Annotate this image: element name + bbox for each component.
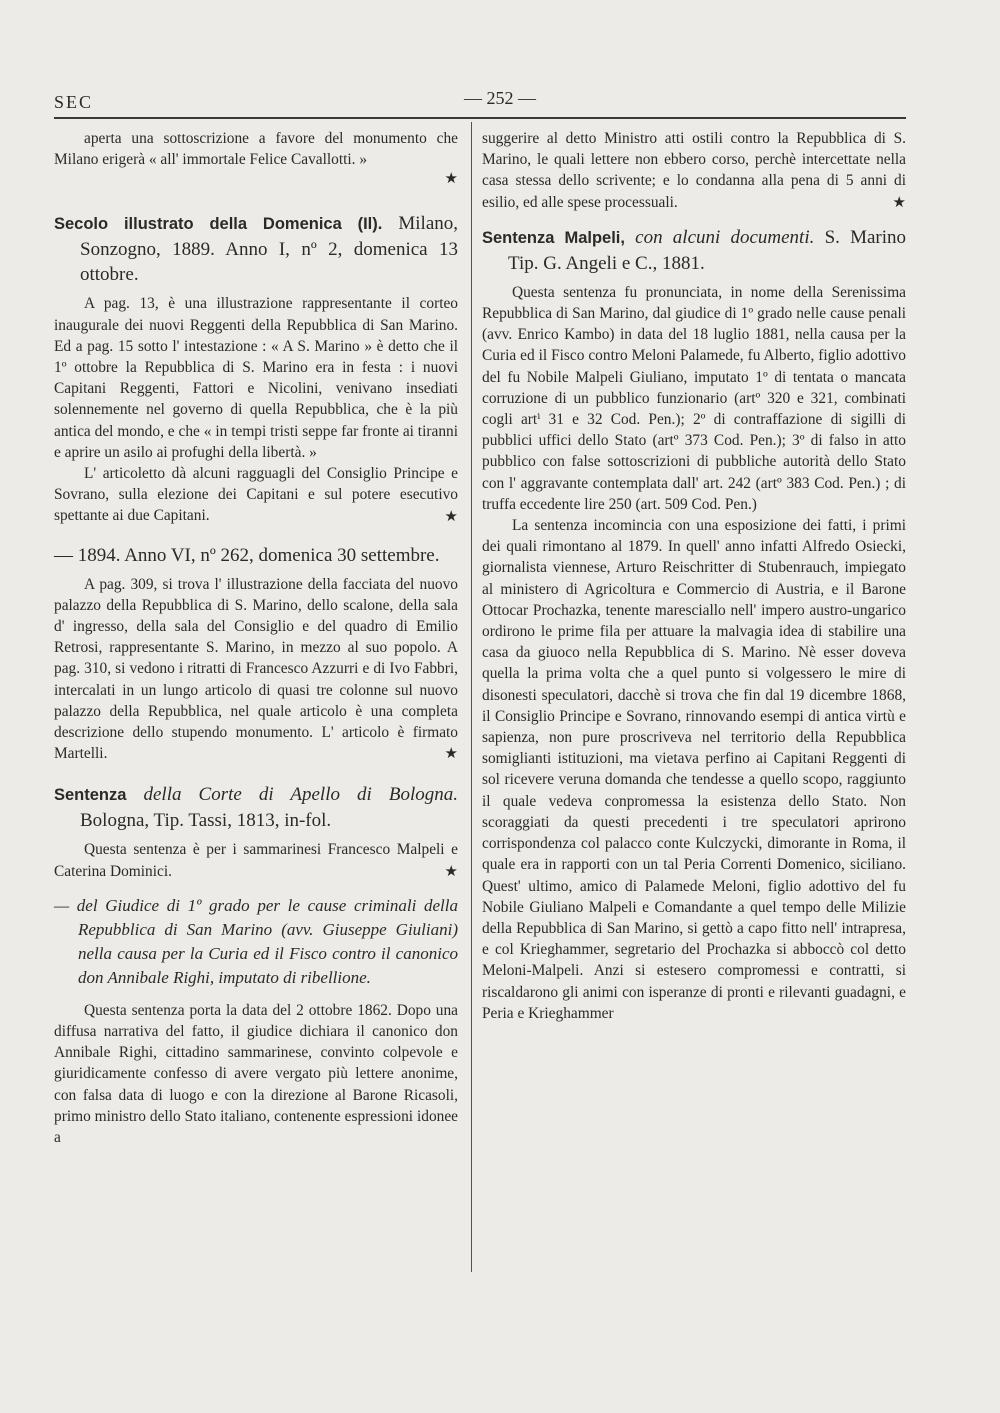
paragraph: Questa sentenza è per i sammarinesi Francesco Malpeli e Caterina Dominici. (54, 841, 458, 880)
column-divider (471, 122, 472, 1272)
entry-subtitle: — del Giudice di 1º grado per le cause criminali della Repubblica di San Marino (avv. Giuseppe Giuliani) nella causa per la Curia ed il Fisco contro il canonico don Annibale Righi, imputato di ribellione. (54, 895, 458, 987)
paragraph: aperta una sottoscrizione a favore del monumento che Milano erigerà « all' immortale Felice Cavallotti. » (54, 130, 458, 169)
entry-subtitle: della Corte di Apello di Bologna. (126, 784, 458, 806)
star-icon: ★ (444, 171, 458, 188)
paragraph: A pag. 309, si trova l' illustrazione della facciata del nuovo palazzo della Repubblica di S. Marino, dello scalone, della sala d' ingresso, della sala del Consiglio e del quadro di Emilio Retrosi, rappresentante S. Marino, in mezzo al suo popolo. A pag. 310, si vedono i ritratti di Francesco Azzurri e di Ivo Fabbri, intercalati in un lungo articolo di quasi tre colonne sul nuovo palazzo della Repubblica, nel quale articolo è una completa descrizione dello stupendo monumento. L' articolo è firmato Martelli. (54, 575, 458, 763)
entry-title: Sentenza (54, 786, 127, 805)
entry-subtitle: con alcuni documenti. (624, 226, 815, 248)
star-icon: ★ (444, 508, 458, 525)
star-icon: ★ (444, 863, 458, 880)
running-head: SEC (54, 92, 94, 112)
bibliography-entry (54, 211, 458, 287)
right-column (482, 128, 906, 1024)
paragraph: L' articoletto dà alcuni ragguagli del Consiglio Principe e Sovrano, sulla elezione dei Capitani e sul potere esecutivo spettante ai due Capitani. (54, 465, 458, 525)
star-icon: ★ (892, 194, 906, 211)
entry-title: Secolo illustrato della Domenica (Il). (54, 215, 383, 234)
entry-details: S. Marino Tip. G. Angeli e C., 1881. (508, 226, 906, 274)
paragraph: suggerire al detto Ministro atti ostili contro la Repubblica di S. Marino, le quali lettere non ebbero corso, perchè intercettate nella casa stessa dello scrivente; e lo condanna alla pena di 5 anni di esilio, ed alle spese processuali. (482, 130, 906, 211)
bibliography-entry (54, 782, 458, 833)
entry-title: Sentenza Malpeli, (482, 228, 625, 247)
page-number: — 252 — (464, 88, 536, 108)
paragraph: A pag. 13, è una illustrazione rappresentante il corteo inaugurale dei nuovi Reggenti della Repubblica di San Marino. Ed a pag. 15 sotto l' intestazione : « A S. Marino » è detto che il 1º ottobre la Repubblica di S. Marino era in festa : i nuovi Capitani Reggenti, Fattori e Nicolini, venivano insediati solennemente nel governo di quella Repubblica, che è la più antica del mondo, e che « in tempi tristi seppe far fronte ai tiranni e aprire un asilo ai profughi della libertà. » (54, 295, 458, 461)
star-icon: ★ (444, 746, 458, 763)
bibliography-entry: — 1894. Anno VI, nº 262, domenica 30 settembre. (54, 544, 440, 566)
paragraph: Questa sentenza porta la data del 2 ottobre 1862. Dopo una diffusa narrativa del fatto, il giudice dichiara il canonico don Annibale Righi, cittadino sammarinese, convinto colpevole e giuridicamente confesso di avere vergato più lettere anonime, con falsa data di luogo e con la direzione al Barone Ricasoli, primo ministro dello Stato italiano, contenente espressioni idonee a (54, 1001, 458, 1147)
header-rule (54, 117, 906, 119)
entry-details: Bologna, Tip. Tassi, 1813, in-fol. (80, 810, 332, 832)
left-column (54, 128, 458, 1148)
bibliography-entry (482, 225, 906, 276)
bibliography-entry (54, 894, 458, 990)
entry-details: Milano, Sonzogno, 1889. Anno I, nº 2, domenica 13 ottobre. (80, 213, 459, 286)
paragraph: La sentenza incomincia con una esposizione dei fatti, i primi dei quali rimontano al 1879. In quell' anno infatti Alfredo Osiecki, giornalista viennese, Arturo Reischritter di Stubenrauch, impiegato al ministero di Agricoltura e Commercio di Austria, e il Barone Ottocar Prochazka, tenente maresciallo nell' impero austro-ungarico ordirono le prime fila per attuare la malvagia idea di stabilire una casa da giuoco nella Repubblica di S. Marino. Nè esser doveva quella la prima volta che a quel punto si volgessero le mire di disonesti speculatori, dacchè si trova che fin dal 19 dicembre 1868, il Consiglio Principe e Sovrano, rinnovando esempi di antica virtù e sapienza, non pure proscriveva nel territorio della Repubblica somiglianti istituzioni, ma vietava perfino ai Capitani Reggenti di sol ricevere veruna domanda che tendesse a quello scopo, raggiunto il quale vedeva conpromessa la esistenza dello Stato. Non scoraggiati da questi precedenti i tre speculatori aprirono corrispondenza col palacco conte Kulczycki, dimorante in Roma, il quale era in rapporti con un tal Peria Correnti Domenico, siciliano. Quest' ultimo, amico di Palamede Meloni, figlio adottivo del fu Nobile Giuliano Malpeli e Comandante a quel tempo delle Milizie della Repubblica di San Marino, si gettò a capo fitto nell' intrapresa, e col Krieghammer, segretario del Prochazka si abboccò col detto Meloni-Malpeli. Anzi si estesero compromessi e contratti, si riscaldarono gli animi con isperanze di pronti e rilevanti guadagni, e Peria e Krieghammer (482, 517, 906, 1022)
paragraph: Questa sentenza fu pronunciata, in nome della Serenissima Repubblica di San Marino, dal giudice di 1º grado nelle cause penali (avv. Enrico Kambo) in data del 18 luglio 1881, nella causa per la Curia ed il Fisco contro Meloni Palamede, fu Alberto, figlio adottivo del fu Nobile Malpeli Giuliano, imputato 1º di tentata o mancata corruzione di un pubblico funzionario (artº 320 e 321, combinati cogli artⁱ 31 e 32 Cod. Pen.); 2º di contraffazione di sigilli di pubblici uffici dello Stato (artº 373 Cod. Pen.); 3º di falso in atto pubblico con false sottoscrizioni di pubbliche autorità dello Stato con l' aggravante contemplata dall' art. 242 (artº 383 Cod. Pen.) ; di truffa eccedente lire 250 (art. 509 Cod. Pen.) (482, 283, 906, 513)
